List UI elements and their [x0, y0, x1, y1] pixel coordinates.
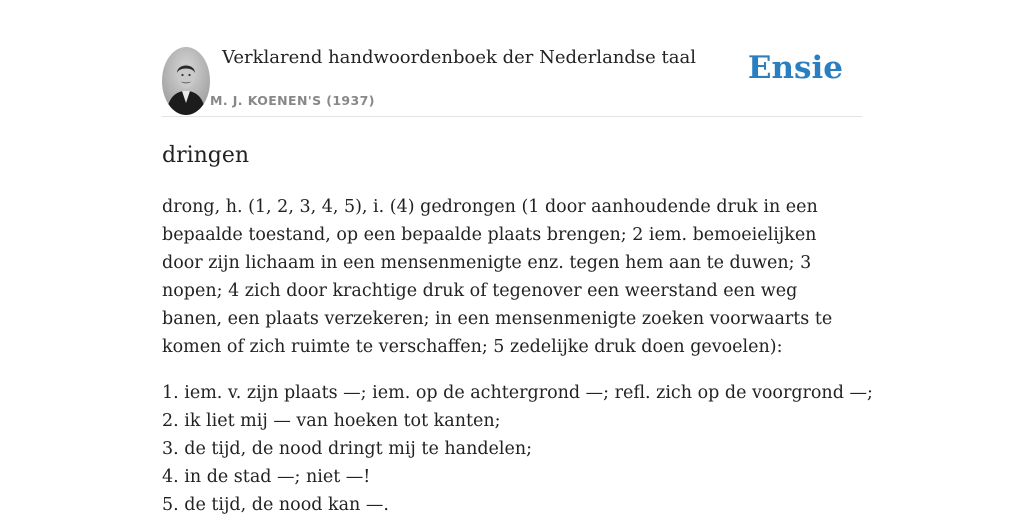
example-item: 2. ik liet mij — van hoeken tot kanten; [162, 411, 501, 431]
entry-definition: drong, h. (1, 2, 3, 4, 5), i. (4) gedrongen (1 door aanhoudende druk in een bepaalde toestand, op een bepaalde plaats brengen; 2 iem. bemoeielijken door zijn lichaam in een mensenmenigte enz. tegen hem aan te duwen; 3 nopen; 4 zich door krachtige druk of tegenover een weerstand een weg banen, een plaats verzekeren; in een mensenmenigte zoeken voorwaarts te komen of zich ruimte te verschaffen; 5 zedelijke druk doen gevoelen): [162, 197, 833, 357]
entry-headword: dringen [162, 143, 250, 168]
example-item: 4. in de stad —; niet —! [162, 467, 371, 487]
example-list [162, 379, 873, 519]
example-item: 5. de tijd, de nood kan —. [162, 495, 389, 515]
example-item: 3. de tijd, de nood dringt mij te handelen; [162, 439, 533, 459]
brand-logo-link[interactable]: Ensie [747, 50, 843, 86]
book-title: Verklarend handwoordenboek der Nederlandse taal [222, 47, 696, 68]
example-item: 1. iem. v. zijn plaats —; iem. op de achtergrond —; refl. zich op de voorgrond —; [162, 383, 873, 403]
site-header [162, 0, 862, 117]
portrait-icon [162, 47, 210, 115]
page-container [162, 0, 873, 519]
book-subtitle: M. J. KOENEN'S (1937) [210, 93, 375, 108]
